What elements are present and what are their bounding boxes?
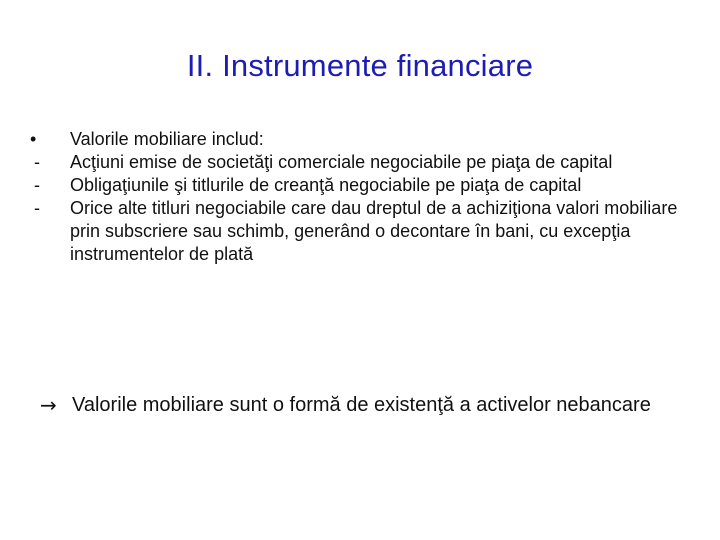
bullet-icon: • xyxy=(30,129,37,149)
list-item-text: Obligaţiunile şi titlurile de creanţă negociabile pe piaţa de capital xyxy=(70,175,582,195)
note-block xyxy=(40,393,680,417)
note-row xyxy=(40,393,680,417)
list-item-alte-titluri xyxy=(30,197,690,266)
bullet-intro xyxy=(30,128,690,151)
list-item-text: Orice alte titluri negociabile care dau dreptul de a achiziţiona valori mobiliare prin subscriere sau schimb, generând o decontare în bani, cu excepţia instrumentelor de plată xyxy=(70,198,678,264)
dash-icon: - xyxy=(34,152,40,172)
arrow-right-icon: → xyxy=(40,393,57,417)
list-item-text: Acţiuni emise de societăţi comerciale negociabile pe piaţa de capital xyxy=(70,152,613,172)
list-item-actiuni xyxy=(30,151,690,174)
dash-icon: - xyxy=(34,175,40,195)
note-text: Valorile mobiliare sunt o formă de existenţă a activelor nebancare xyxy=(72,394,651,416)
bullet-intro-text: Valorile mobiliare includ: xyxy=(70,129,264,149)
list-item-obligatiuni xyxy=(30,174,690,197)
dash-icon: - xyxy=(34,198,40,218)
slide-title: II. Instrumente financiare xyxy=(186,48,534,83)
slide-content xyxy=(30,128,690,266)
